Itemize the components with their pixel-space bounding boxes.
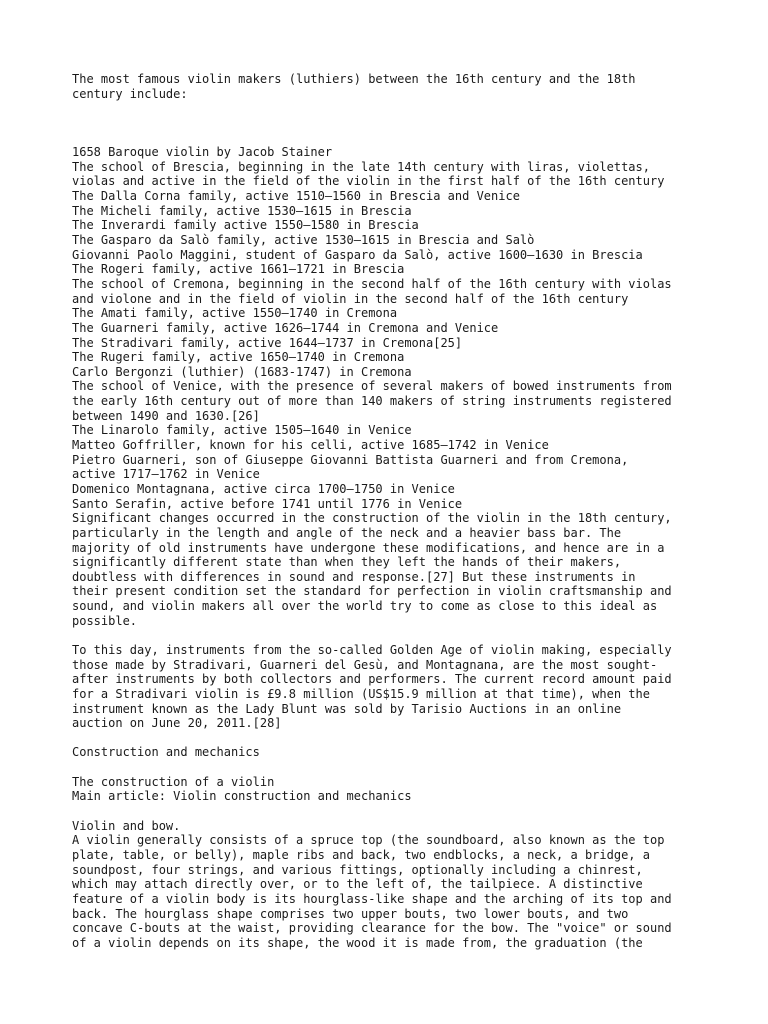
text-line: possible. bbox=[72, 613, 138, 628]
text-line: those made by Stradivari, Guarneri del Gesù, and Montagnana, are the most sought- bbox=[72, 657, 658, 672]
text-line: violas and active in the field of the violin in the first half of the 16th century bbox=[72, 174, 665, 189]
text-line: The Micheli family, active 1530–1615 in Brescia bbox=[72, 203, 412, 218]
text-line: back. The hourglass shape comprises two upper bouts, two lower bouts, and two bbox=[72, 906, 629, 921]
text-line: their present condition set the standard for perfection in violin craftsmanship and bbox=[72, 584, 672, 599]
text-paragraph bbox=[72, 145, 702, 628]
text-line: which may attach directly over, or to the left of, the tailpiece. A distinctive bbox=[72, 877, 643, 892]
text-line: doubtless with differences in sound and response.[27] But these instruments in bbox=[72, 569, 636, 584]
text-line: Domenico Montagnana, active circa 1700–1750 in Venice bbox=[72, 481, 455, 496]
text-line: The Guarneri family, active 1626–1744 in Cremona and Venice bbox=[72, 320, 499, 335]
text-line: Main article: Violin construction and mechanics bbox=[72, 789, 412, 804]
text-line: The Stradivari family, active 1644–1737 in Cremona[25] bbox=[72, 335, 463, 350]
text-line: for a Stradivari violin is £9.8 million (US$15.9 million at that time), when the bbox=[72, 686, 650, 701]
text-paragraph bbox=[72, 643, 702, 731]
text-line: The Rogeri family, active 1661–1721 in Brescia bbox=[72, 262, 405, 277]
blank-line bbox=[72, 760, 702, 775]
blank-line bbox=[72, 101, 702, 116]
text-paragraph bbox=[72, 775, 702, 804]
text-line: of a violin depends on its shape, the wood it is made from, the graduation (the bbox=[72, 935, 643, 950]
text-line: Matteo Goffriller, known for his celli, active 1685–1742 in Venice bbox=[72, 438, 549, 453]
text-line: auction on June 20, 2011.[28] bbox=[72, 716, 282, 731]
text-line: soundpost, four strings, and various fittings, optionally including a chinrest, bbox=[72, 862, 643, 877]
text-line: Santo Serafin, active before 1741 until 1776 in Venice bbox=[72, 496, 463, 511]
blank-line bbox=[72, 116, 702, 131]
text-line: particularly in the length and angle of the neck and a heavier bass bar. The bbox=[72, 525, 622, 540]
text-line: The school of Venice, with the presence of several makers of bowed instruments from bbox=[72, 379, 672, 394]
document-page bbox=[72, 72, 702, 950]
text-line: after instruments by both collectors and performers. The current record amount paid bbox=[72, 672, 672, 687]
text-line: The Inverardi family active 1550–1580 in Brescia bbox=[72, 218, 419, 233]
text-line: 1658 Baroque violin by Jacob Stainer bbox=[72, 145, 333, 160]
text-line: Pietro Guarneri, son of Giuseppe Giovanni Battista Guarneri and from Cremona, bbox=[72, 452, 629, 467]
blank-line bbox=[72, 131, 702, 146]
text-line: and violone and in the field of violin in the second half of the 16th century bbox=[72, 291, 629, 306]
text-line: Construction and mechanics bbox=[72, 745, 260, 760]
text-line: The Gasparo da Salò family, active 1530–1615 in Brescia and Salò bbox=[72, 233, 535, 248]
text-line: The Linarolo family, active 1505–1640 in Venice bbox=[72, 423, 412, 438]
text-paragraph bbox=[72, 819, 702, 951]
text-line: The most famous violin makers (luthiers) between the 16th century and the 18th bbox=[72, 72, 636, 86]
text-line: instrument known as the Lady Blunt was sold by Tarisio Auctions in an online bbox=[72, 701, 622, 716]
text-line: plate, table, or belly), maple ribs and back, two endblocks, a neck, a bridge, a bbox=[72, 847, 650, 862]
text-line: majority of old instruments have undergone these modifications, and hence are in a bbox=[72, 540, 665, 555]
text-paragraph bbox=[72, 745, 702, 760]
text-line: between 1490 and 1630.[26] bbox=[72, 408, 260, 423]
text-line: sound, and violin makers all over the world try to come as close to this ideal as bbox=[72, 599, 658, 614]
text-line: feature of a violin body is its hourglass-like shape and the arching of its top and bbox=[72, 891, 672, 906]
text-line: significantly different state than when they left the hands of their makers, bbox=[72, 555, 622, 570]
text-line: The Rugeri family, active 1650–1740 in Cremona bbox=[72, 350, 405, 365]
text-line: The school of Brescia, beginning in the late 14th century with liras, violettas, bbox=[72, 159, 650, 174]
text-line: The construction of a violin bbox=[72, 774, 275, 789]
text-line: The Dalla Corna family, active 1510–1560 in Brescia and Venice bbox=[72, 189, 520, 204]
text-line: concave C-bouts at the waist, providing clearance for the bow. The "voice" or sound bbox=[72, 921, 672, 936]
text-line: Significant changes occurred in the construction of the violin in the 18th century, bbox=[72, 511, 672, 526]
blank-line bbox=[72, 628, 702, 643]
text-line: the early 16th century out of more than 140 makers of string instruments registered bbox=[72, 394, 672, 409]
text-line: Giovanni Paolo Maggini, student of Gasparo da Salò, active 1600–1630 in Brescia bbox=[72, 247, 643, 262]
blank-line bbox=[72, 731, 702, 746]
text-line: The school of Cremona, beginning in the second half of the 16th century with violas bbox=[72, 276, 672, 291]
text-line: To this day, instruments from the so-called Golden Age of violin making, especially bbox=[72, 642, 672, 657]
text-line: Carlo Bergonzi (luthier) (1683-1747) in Cremona bbox=[72, 364, 412, 379]
text-line: A violin generally consists of a spruce top (the soundboard, also known as the top bbox=[72, 833, 665, 848]
blank-line bbox=[72, 804, 702, 819]
text-line: The Amati family, active 1550–1740 in Cremona bbox=[72, 306, 398, 321]
text-line: active 1717–1762 in Venice bbox=[72, 467, 260, 482]
text-paragraph bbox=[72, 72, 702, 101]
text-line: century include: bbox=[72, 86, 188, 101]
text-line: Violin and bow. bbox=[72, 818, 181, 833]
